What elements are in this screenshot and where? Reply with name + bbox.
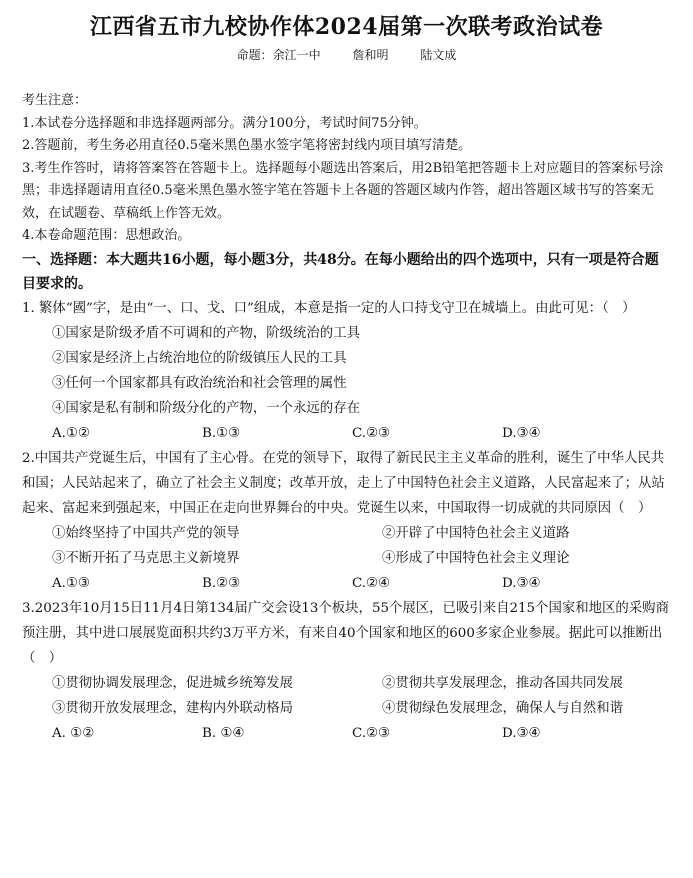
option-a: A.①② <box>52 425 90 441</box>
statement-4: ④贯彻绿色发展理念，确保人与自然和谐 <box>382 700 624 716</box>
statement-2: ②国家是经济上占统治地位的阶级镇压人民的工具 <box>52 350 347 366</box>
author-name-2: 陆文成 <box>420 48 457 62</box>
option-b: B. ①④ <box>202 725 245 741</box>
option-c: C.②④ <box>352 575 391 591</box>
notice-item-3: 3.考生作答时，请将答案答在答题卡上。选择题每小题选出答案后，用2B铅笔把答题卡上对应题目的答案标号涂黑；非选择题请用直径0.5毫米黑色墨水签字笔在答题卡上各题的答题区域内作答，超出答题区域书写的答案无效，在试题卷、草稿纸上作答无效。 <box>22 160 664 221</box>
page-title: 江西省五市九校协作体2024届第一次联考政治试卷 <box>89 14 604 40</box>
option-a: A.①③ <box>52 575 90 591</box>
question-stem: 3.2023年10月15日11月4日第134届广交会设13个板块，55个展区，已吸引来自215个国家和地区的采购商预注册，其中进口展展览面积共约3万平方米，有来自40个国家和地区的600多家企业参展。据此可以推断出（ ） <box>22 600 669 666</box>
exam-notice <box>22 90 671 296</box>
question-3 <box>22 596 671 746</box>
statement-row <box>22 546 671 571</box>
notice-item-1: 1.本试卷分选择题和非选择题两部分。满分100分，考试时间75分钟。 <box>22 115 427 131</box>
statement-4: ④国家是私有制和阶级分化的产物，一个永远的存在 <box>52 400 360 416</box>
statement-1: ①始终坚持了中国共产党的领导 <box>52 525 240 541</box>
question-1 <box>22 296 671 446</box>
statement-row <box>22 671 671 696</box>
authors-line <box>22 46 671 64</box>
option-d: D.③④ <box>502 575 541 591</box>
answer-options <box>22 571 671 596</box>
section-heading: 一、选择题：本大题共16小题，每小题3分，共48分。在每小题给出的四个选项中，只有一项是符合题目要求的。 <box>22 251 659 292</box>
answer-options <box>22 421 671 446</box>
notice-item-2: 2.答题前，考生务必用直径0.5毫米黑色墨水签字笔将密封线内项目填写清楚。 <box>22 138 472 153</box>
statement-3: ③任何一个国家都具有政治统治和社会管理的属性 <box>52 375 347 391</box>
statement-row <box>22 696 671 721</box>
option-c: C.②③ <box>352 725 391 741</box>
statement-2: ②贯彻共享发展理念，推动各国共同发展 <box>382 675 624 691</box>
statement-2: ②开辟了中国特色社会主义道路 <box>382 525 570 541</box>
author-school: 命题：余江一中 <box>236 48 321 62</box>
option-b: B.①③ <box>202 425 241 441</box>
statement-1: ①贯彻协调发展理念，促进城乡统筹发展 <box>52 675 294 691</box>
option-d: D.③④ <box>502 725 541 741</box>
statement-row <box>22 521 671 546</box>
statement-1: ①国家是阶级矛盾不可调和的产物，阶级统治的工具 <box>52 325 360 341</box>
answer-options <box>22 721 671 746</box>
author-name-1: 詹和明 <box>352 48 389 62</box>
statement-3: ③贯彻开放发展理念，建构内外联动格局 <box>52 700 294 716</box>
option-d: D.③④ <box>502 425 541 441</box>
option-b: B.②③ <box>202 575 241 591</box>
question-stem: 2.中国共产党诞生后，中国有了主心骨。在党的领导下，取得了新民民主主义革命的胜利，诞生了中华人民共和国；人民站起来了，确立了社会主义制度；改革开放，走上了中国特色社会主义道路，人民富起来了；从站起来、富起来到强起来，中国正在走向世界舞台的中央。党诞生以来，中国取得一切成就的共同原因（ ） <box>22 450 665 516</box>
statement-3: ③不断开拓了马克思主义新境界 <box>52 550 240 566</box>
question-2 <box>22 446 671 596</box>
statement-4: ④形成了中国特色社会主义理论 <box>382 550 570 566</box>
option-a: A. ①② <box>52 725 95 741</box>
option-c: C.②③ <box>352 425 391 441</box>
notice-heading: 考生注意： <box>22 93 88 108</box>
question-stem: 1. 繁体“國”字，是由“一、口、戈、口”组成，本意是指一定的人口持戈守卫在城墙上。由此可见：（ ） <box>22 300 636 316</box>
notice-item-4: 4.本卷命题范围：思想政治。 <box>22 228 191 243</box>
